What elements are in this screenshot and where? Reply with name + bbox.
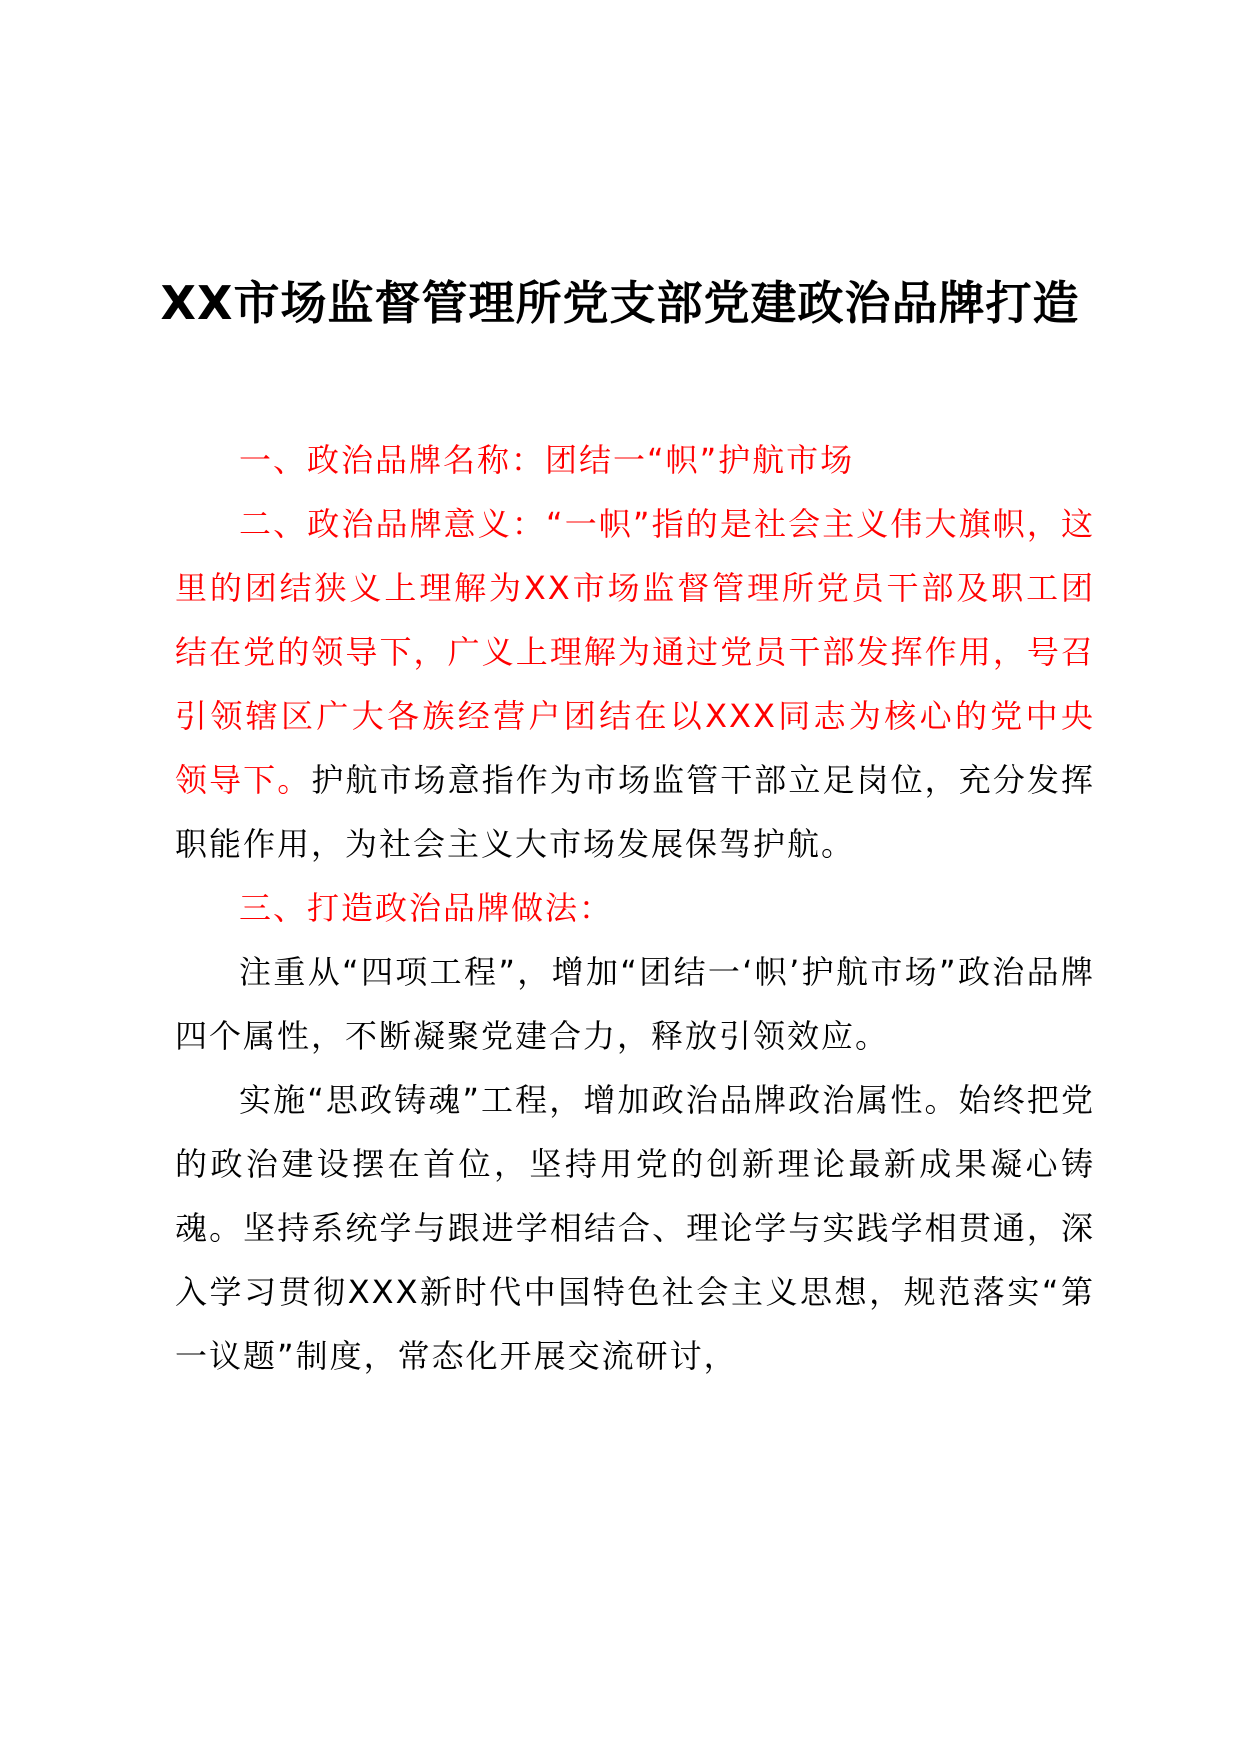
paragraph-ideological-project: 实施“思政铸魂”工程，增加政治品牌政治属性。始终把党的政治建设摆在首位，坚持用党的创新理论最新成果凝心铸魂。坚持系统学与跟进学相结合、理论学与实践学相贯通，深入学习贯彻XXX新时代中国特色社会主义思想，规范落实“第一议题”制度，常态化开展交流研讨， <box>175 1081 1095 1375</box>
brand-meaning-red-text: 二、政治品牌意义：“一帜”指的是社会主义伟大旗帜，这里的团结狭义上理解为XX市场监督管理所党员干部及职工团结在党的领导下，广义上理解为通过党员干部发挥作用，号召引领辖区广大各族经营户团结在以XXX同志为核心的党中央领导下。 <box>175 505 1095 799</box>
document-body <box>175 428 1095 1388</box>
brand-meaning-black-text: 护航市场意指作为市场监管干部立足岗位，充分发挥职能作用，为社会主义大市场发展保驾护航。 <box>175 761 1095 863</box>
document-title: XX市场监督管理所党支部党建政治品牌打造 <box>160 276 1080 330</box>
paragraph-four-projects: 注重从“四项工程”，增加“团结一‘帜’护航市场”政治品牌四个属性，不断凝聚党建合力，释放引领效应。 <box>175 953 1095 1055</box>
section-brand-name: 一、政治品牌名称：团结一“帜”护航市场 <box>239 441 855 479</box>
section-brand-meaning <box>175 492 1095 876</box>
section-brand-methods: 三、打造政治品牌做法： <box>239 889 614 927</box>
